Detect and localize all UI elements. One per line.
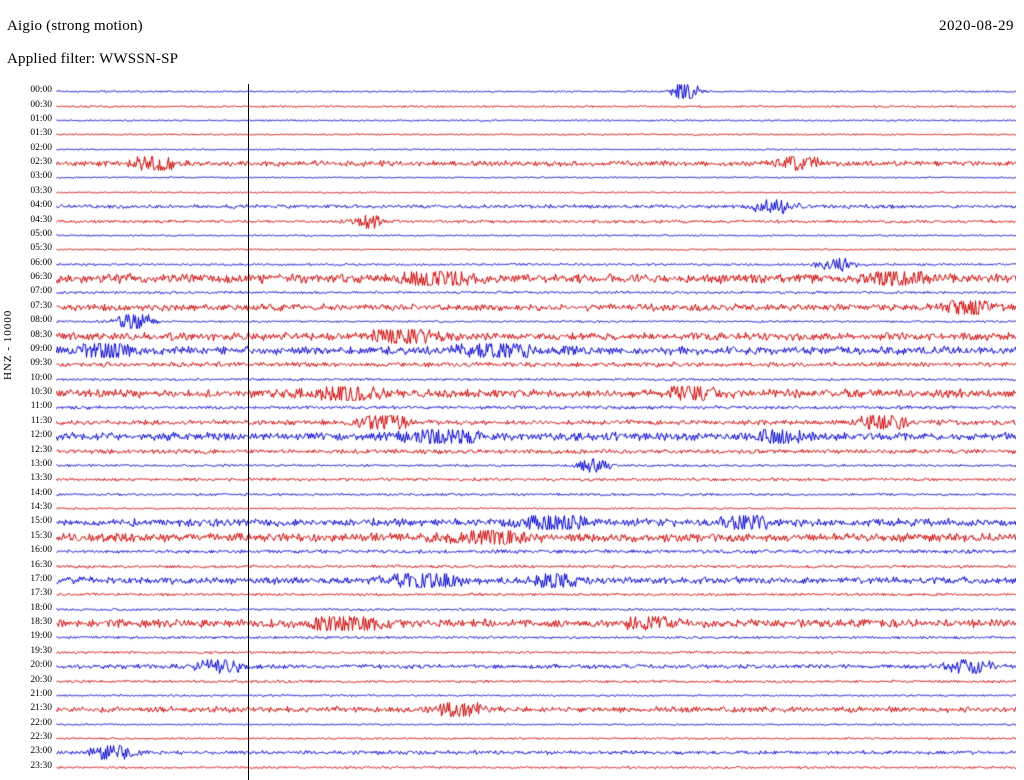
time-tick-label: 05:30 [30, 243, 52, 254]
time-tick-label: 16:00 [30, 545, 52, 556]
time-tick-label: 20:30 [30, 674, 52, 685]
applied-filter-label: Applied filter: WWSSN-SP [7, 51, 179, 67]
time-tick-label: 22:00 [30, 717, 52, 728]
time-tick-label: 06:30 [30, 272, 52, 283]
time-tick-label: 04:30 [30, 214, 52, 225]
time-tick-label: 07:30 [30, 300, 52, 311]
time-tick-label: 01:30 [30, 128, 52, 139]
time-tick-label: 19:30 [30, 645, 52, 656]
time-tick-label: 12:30 [30, 444, 52, 455]
time-tick-label: 08:00 [30, 315, 52, 326]
time-tick-label: 11:00 [30, 401, 52, 412]
time-tick-label: 13:00 [30, 458, 52, 469]
time-tick-label: 03:30 [30, 185, 52, 196]
time-tick-label: 19:00 [30, 631, 52, 642]
time-tick-label: 03:00 [30, 171, 52, 182]
time-tick-label: 04:00 [30, 200, 52, 211]
time-tick-label: 01:00 [30, 113, 52, 124]
time-tick-label: 10:00 [30, 372, 52, 383]
time-tick-label: 09:00 [30, 343, 52, 354]
time-tick-label: 05:00 [30, 228, 52, 239]
time-tick-label: 15:00 [30, 516, 52, 527]
time-tick-label: 11:30 [30, 415, 52, 426]
time-tick-label: 02:00 [30, 142, 52, 153]
page-title: Aigio (strong motion) [7, 18, 143, 34]
time-tick-label: 18:30 [30, 617, 52, 628]
time-tick-label: 13:30 [30, 473, 52, 484]
time-tick-label: 00:30 [30, 99, 52, 110]
y-axis-label: HNZ - 10000 [2, 309, 14, 380]
date-label: 2020-08-29 [939, 18, 1014, 34]
time-tick-label: 17:00 [30, 573, 52, 584]
time-tick-label: 14:30 [30, 502, 52, 513]
time-tick-labels [0, 84, 52, 774]
time-tick-label: 15:30 [30, 530, 52, 541]
time-tick-label: 00:00 [30, 85, 52, 96]
time-tick-label: 23:00 [30, 746, 52, 757]
time-tick-label: 18:00 [30, 602, 52, 613]
time-marker-line [248, 84, 249, 780]
time-tick-label: 16:30 [30, 559, 52, 570]
helicorder-traces [56, 84, 1016, 774]
time-tick-label: 17:30 [30, 588, 52, 599]
time-tick-label: 20:00 [30, 660, 52, 671]
time-tick-label: 02:30 [30, 157, 52, 168]
time-tick-label: 21:30 [30, 703, 52, 714]
time-tick-label: 08:30 [30, 329, 52, 340]
time-tick-label: 10:30 [30, 387, 52, 398]
time-tick-label: 23:30 [30, 760, 52, 771]
time-tick-label: 22:30 [30, 732, 52, 743]
time-tick-label: 21:00 [30, 688, 52, 699]
time-tick-label: 12:00 [30, 430, 52, 441]
time-tick-label: 14:00 [30, 487, 52, 498]
time-tick-label: 09:30 [30, 358, 52, 369]
time-tick-label: 07:00 [30, 286, 52, 297]
time-tick-label: 06:00 [30, 257, 52, 268]
